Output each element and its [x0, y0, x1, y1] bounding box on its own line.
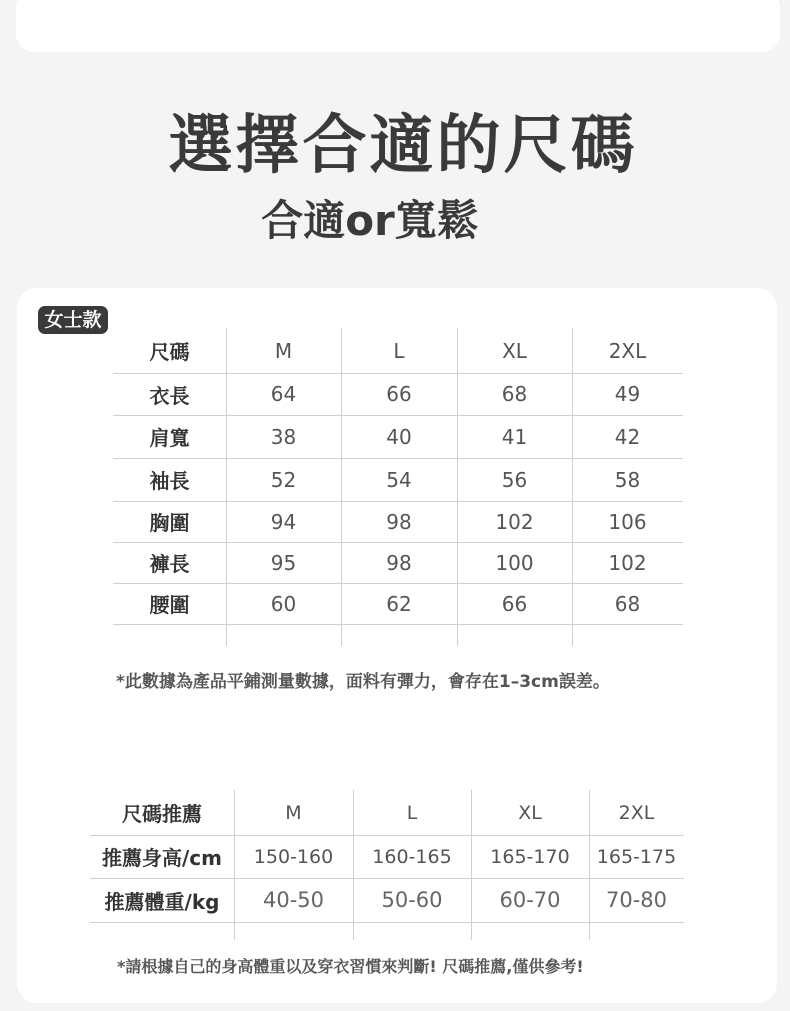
- size-table: [113, 328, 683, 648]
- size-cell: 106: [608, 509, 647, 534]
- recommend-cell: 推薦身高/cm: [102, 846, 222, 870]
- recommend-cell: 70-80: [605, 888, 668, 912]
- recommend-header-row: [90, 790, 684, 835]
- size-column-divider: [226, 328, 227, 646]
- size-cell: 49: [614, 382, 641, 406]
- size-cell: 58: [614, 467, 641, 492]
- recommend-column-divider: [471, 790, 472, 940]
- size-row: [113, 458, 683, 501]
- size-cell: 2XL: [608, 338, 647, 363]
- size-row: [113, 373, 683, 415]
- recommend-cell: 40-50: [262, 888, 325, 912]
- recommend-cell: 150-160: [253, 845, 334, 868]
- size-column-divider: [341, 328, 342, 646]
- size-column-divider: [457, 328, 458, 646]
- size-cell: 40: [386, 424, 412, 449]
- recommend-cell: 60-70: [499, 888, 561, 912]
- recommend-table-note: *請根據自己的身高體重以及穿衣習慣來判斷! 尺碼推薦,僅供參考!: [117, 957, 584, 976]
- page-subtitle: 合適or寬鬆: [261, 196, 479, 245]
- size-cell: L: [393, 338, 405, 363]
- size-cell: 38: [270, 424, 297, 449]
- size-cell: M: [274, 338, 293, 363]
- size-cell: 98: [386, 509, 412, 534]
- size-row: [113, 501, 683, 542]
- size-row: [113, 542, 683, 583]
- recommend-row: [90, 835, 684, 878]
- size-cell: 94: [270, 509, 297, 534]
- size-cell: 胸圍: [149, 511, 190, 535]
- recommend-cell: 50-60: [381, 888, 443, 912]
- size-cell: 66: [501, 591, 528, 616]
- size-cell: 102: [608, 550, 647, 575]
- recommend-row-divider: [90, 922, 684, 923]
- recommend-cell: 2XL: [618, 801, 655, 824]
- size-cell: XL: [502, 338, 527, 363]
- size-cell: 68: [501, 382, 528, 406]
- recommend-cell: 165-175: [596, 845, 677, 868]
- size-cell: 41: [501, 424, 528, 449]
- recommend-column-divider: [589, 790, 590, 940]
- size-cell: 95: [270, 550, 297, 575]
- size-cell: 56: [501, 467, 528, 492]
- size-cell: 62: [386, 591, 412, 616]
- size-cell: 68: [614, 591, 641, 616]
- recommend-column-divider: [234, 790, 235, 940]
- top-card: [16, 0, 780, 52]
- size-cell: 98: [386, 550, 412, 575]
- size-cell: 102: [495, 509, 534, 534]
- women-badge: 女士款: [38, 306, 108, 334]
- recommend-cell: 165-170: [490, 845, 570, 868]
- size-row: [113, 583, 683, 624]
- size-cell: 衣長: [149, 383, 190, 408]
- size-cell: 100: [495, 550, 534, 575]
- recommend-cell: L: [406, 801, 418, 824]
- recommend-table: [90, 790, 684, 940]
- recommend-cell: 尺碼推薦: [122, 802, 202, 826]
- size-table-note: *此數據為產品平鋪測量數據，面料有彈力，會存在1–3cm誤差。: [116, 672, 610, 692]
- size-cell: 66: [386, 382, 412, 406]
- recommend-row: [90, 878, 684, 922]
- recommend-cell: 推薦體重/kg: [104, 889, 220, 914]
- size-column-divider: [572, 328, 573, 646]
- size-cell: 褲長: [149, 552, 190, 576]
- size-cell: 袖長: [149, 469, 190, 493]
- size-row: [113, 415, 683, 458]
- size-cell: 52: [270, 467, 297, 492]
- size-row-divider: [113, 624, 683, 625]
- size-cell: 腰圍: [149, 593, 190, 617]
- size-cell: 肩寬: [149, 426, 190, 450]
- recommend-cell: XL: [518, 801, 542, 824]
- page-title: 選擇合適的尺碼: [168, 109, 638, 183]
- size-cell: 60: [270, 591, 297, 616]
- size-header-row: [113, 328, 683, 373]
- size-cell: 尺碼: [149, 340, 190, 364]
- recommend-cell: M: [285, 801, 302, 824]
- size-cell: 54: [386, 467, 412, 492]
- size-cell: 64: [270, 382, 297, 406]
- size-cell: 42: [614, 424, 641, 449]
- recommend-column-divider: [353, 790, 354, 940]
- recommend-cell: 160-165: [372, 845, 452, 868]
